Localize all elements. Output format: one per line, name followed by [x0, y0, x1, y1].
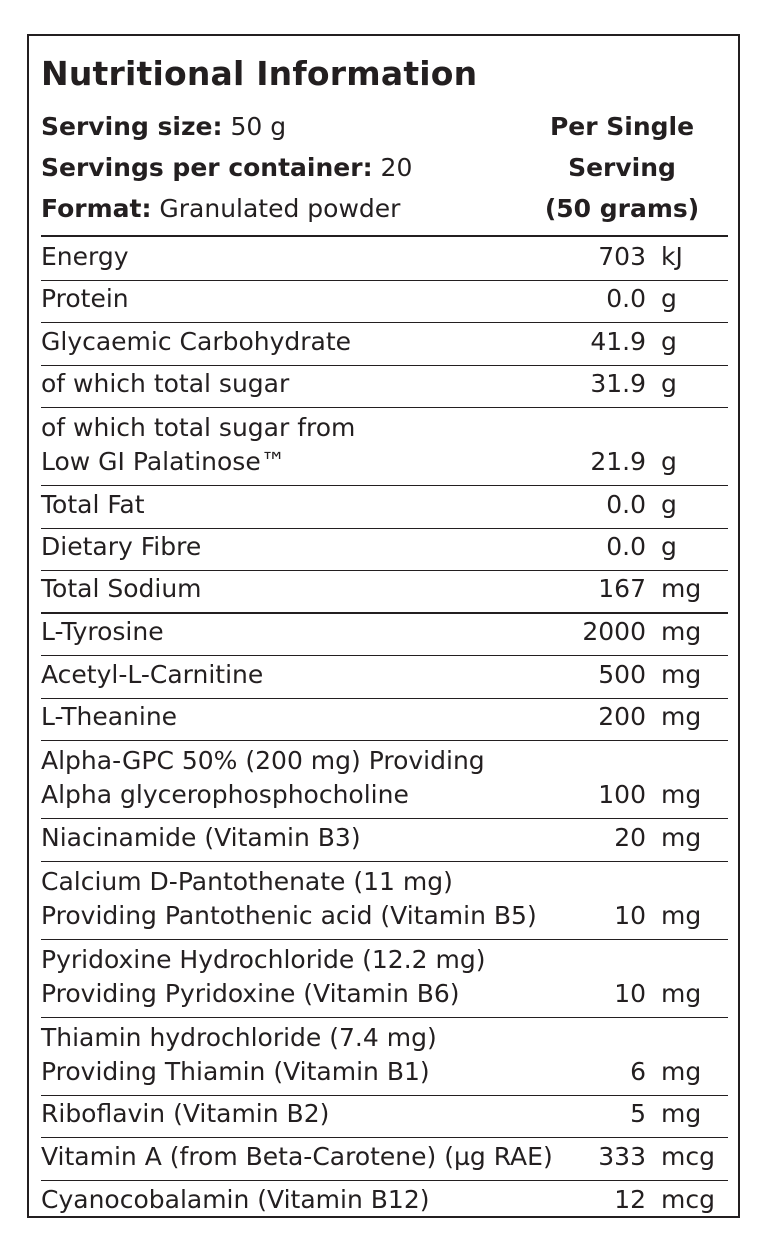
row-value: 100	[598, 780, 646, 809]
row-value: 0.0	[606, 489, 646, 519]
row-label: Energy	[41, 241, 129, 271]
format-line	[41, 188, 412, 229]
table-row-dietary-fibre	[41, 529, 728, 572]
row-unit: mg	[661, 573, 702, 603]
table-row-of-which-total-sugar-from-low-gi-palatin	[41, 408, 728, 486]
row-label: Total Sodium	[41, 573, 202, 603]
row-unit: mg	[661, 659, 702, 689]
serving-size-value: 50 g	[222, 112, 287, 141]
per-serving-line-3: (50 grams)	[544, 194, 700, 223]
per-serving-heading	[532, 106, 712, 229]
servings-per-container-value: 20	[372, 153, 413, 182]
row-label: Dietary Fibre	[41, 532, 202, 561]
row-unit: mg	[661, 900, 702, 930]
row-value: 333	[598, 1141, 646, 1171]
format-value: Granulated powder	[151, 194, 401, 223]
nutrient-table	[41, 238, 728, 1223]
row-value: 167	[598, 573, 646, 603]
row-value: 0.0	[606, 284, 646, 313]
format-label: Format:	[41, 194, 152, 223]
row-value: 31.9	[590, 369, 646, 398]
row-unit: g	[661, 447, 677, 476]
per-serving-line-1: Per Single	[549, 112, 695, 141]
row-unit: mg	[661, 978, 702, 1008]
table-row-total-fat	[41, 486, 728, 529]
row-label: Niacinamide (Vitamin B3)	[41, 822, 361, 852]
table-row-alpha-gpc-50-200-mg-providing-alpha-glyc	[41, 741, 728, 819]
table-row-cyanocobalamin-vitamin-b12	[41, 1181, 728, 1224]
row-label: Pyridoxine Hydrochloride (12.2 mg) Providing Pyridoxine (Vitamin B6)	[41, 944, 486, 1008]
row-value: 21.9	[590, 447, 646, 476]
row-label: Riboflavin (Vitamin B2)	[41, 1099, 330, 1128]
table-row-calcium-d-pantothenate-11-mg-providing-p	[41, 862, 728, 940]
header-divider	[41, 235, 728, 237]
table-row-riboflavin-vitamin-b2	[41, 1096, 728, 1139]
row-unit: g	[661, 532, 677, 561]
row-unit: g	[661, 369, 677, 398]
row-label: of which total sugar	[41, 369, 290, 398]
row-value: 10	[614, 900, 646, 930]
row-unit: mcg	[661, 1185, 715, 1214]
row-label: Vitamin A (from Beta-Carotene) (µg RAE)	[41, 1141, 553, 1171]
table-row-l-theanine	[41, 699, 728, 742]
row-label: L-Tyrosine	[41, 617, 164, 646]
table-row-acetyl-l-carnitine	[41, 656, 728, 699]
servings-per-container-line	[41, 147, 412, 188]
row-value: 12	[614, 1185, 646, 1214]
row-value: 200	[598, 702, 646, 731]
row-unit: mg	[661, 1099, 702, 1128]
table-row-thiamin-hydrochloride-7-4-mg-providing-t	[41, 1018, 728, 1096]
table-row-of-which-total-sugar	[41, 366, 728, 409]
row-label: Cyanocobalamin (Vitamin B12)	[41, 1185, 430, 1214]
panel-title: Nutritional Information	[41, 54, 478, 93]
row-label: Thiamin hydrochloride (7.4 mg) Providing Thiamin (Vitamin B1)	[41, 1022, 437, 1086]
row-unit: g	[661, 326, 677, 356]
row-value: 41.9	[590, 326, 646, 356]
table-row-total-sodium	[41, 571, 728, 614]
row-unit: kJ	[661, 241, 683, 271]
nutrition-panel	[27, 34, 740, 1218]
table-row-niacinamide-vitamin-b3	[41, 819, 728, 862]
row-label: Glycaemic Carbohydrate	[41, 326, 352, 356]
row-value: 500	[598, 659, 646, 689]
row-unit: mg	[661, 822, 702, 852]
table-row-vitamin-a-from-beta-carotene-g-rae	[41, 1138, 728, 1181]
row-unit: mcg	[661, 1141, 715, 1171]
row-label: L-Theanine	[41, 702, 178, 731]
row-unit: mg	[661, 780, 702, 809]
row-label: Acetyl-L-Carnitine	[41, 659, 264, 689]
row-unit: mg	[661, 702, 702, 731]
row-label: Alpha-GPC 50% (200 mg) Providing Alpha glycerophosphocholine	[41, 746, 485, 809]
serving-size-line	[41, 106, 412, 147]
row-value: 2000	[582, 617, 646, 646]
row-value: 20	[614, 822, 646, 852]
servings-per-container-label: Servings per container:	[41, 153, 373, 182]
row-value: 5	[630, 1099, 646, 1128]
row-label: of which total sugar from Low GI Palatinose™	[41, 413, 356, 476]
per-serving-line-2: Serving	[568, 153, 676, 182]
serving-size-label: Serving size:	[41, 112, 223, 141]
table-row-energy	[41, 238, 728, 281]
row-value: 10	[614, 978, 646, 1008]
row-label: Total Fat	[41, 489, 145, 519]
table-row-pyridoxine-hydrochloride-12-2-mg-providi	[41, 940, 728, 1018]
table-row-protein	[41, 281, 728, 324]
row-label: Calcium D-Pantothenate (11 mg) Providing Pantothenic acid (Vitamin B5)	[41, 866, 537, 930]
serving-meta	[41, 106, 412, 229]
row-value: 6	[630, 1056, 646, 1086]
row-unit: mg	[661, 1056, 702, 1086]
table-row-glycaemic-carbohydrate	[41, 323, 728, 366]
row-unit: g	[661, 489, 677, 519]
row-value: 0.0	[606, 532, 646, 561]
row-unit: g	[661, 284, 677, 313]
row-value: 703	[598, 241, 646, 271]
table-row-l-tyrosine	[41, 614, 728, 657]
row-unit: mg	[661, 617, 702, 646]
row-label: Protein	[41, 284, 129, 313]
